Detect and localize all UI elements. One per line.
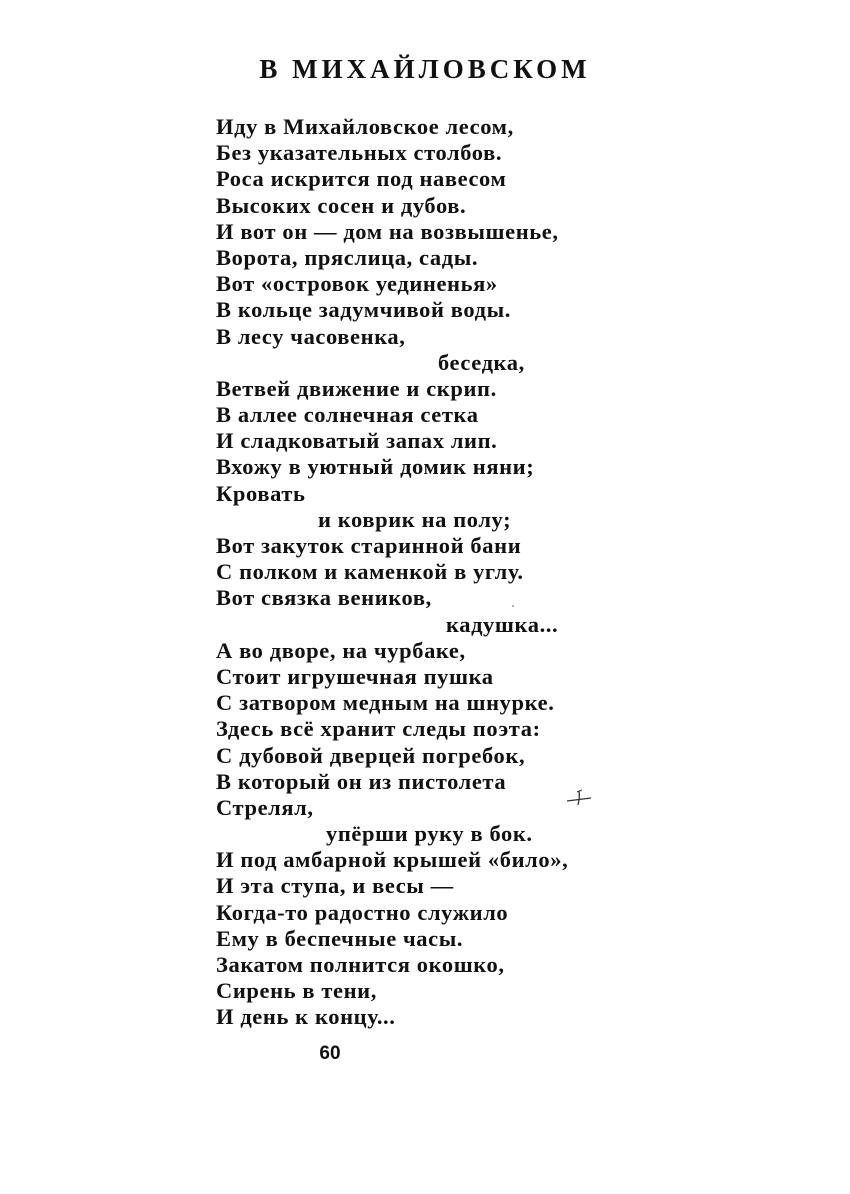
poem-line: Без указательных столбов. — [216, 140, 503, 166]
poem-line: А во дворе, на чурбаке, — [216, 637, 466, 663]
poem-line: Ветвей движение и скрип. — [216, 375, 497, 401]
poem-line: и коврик на полу; — [318, 506, 512, 532]
poem-line: И сладковатый запах лип. — [216, 428, 498, 454]
poem-line: Вот «островок уединенья» — [216, 271, 498, 297]
poem-line: И под амбарной крышей «било», — [216, 847, 569, 873]
poem-line: В аллее солнечная сетка — [216, 402, 479, 428]
poem-line: И эта ступа, и весы — — [216, 873, 454, 899]
poem-body — [216, 114, 676, 1031]
poem-line: И день к концу... — [216, 1004, 396, 1030]
poem-line: Когда-то радостно служило — [216, 899, 509, 925]
poem-line: С затвором медным на шнурке. — [216, 690, 555, 716]
poem-line: Вот закуток старинной бани — [216, 533, 522, 558]
pencil-mark-icon — [563, 786, 595, 808]
poem-line: Ему в беспечные часы. — [216, 925, 464, 951]
paper-speck — [512, 605, 514, 607]
poem-line: В кольце задумчивой воды. — [216, 297, 511, 323]
poem-line: Кровать — [216, 480, 306, 506]
poem-line: Высоких сосен и дубов. — [216, 192, 467, 218]
poem-line: И вот он — дом на возвышенье, — [216, 218, 559, 244]
poem-line: беседка, — [438, 349, 525, 375]
page-number: 60 — [319, 1043, 341, 1064]
poem-line: Ворота, пряслица, сады. — [216, 244, 479, 270]
poem-line: Вхожу в уютный домик няни; — [216, 454, 535, 480]
poem-title: В МИХАЙЛОВСКОМ — [259, 54, 591, 84]
poem-line: упёрши руку в бок. — [326, 821, 533, 847]
poem-line: Иду в Михайловское лесом, — [216, 114, 514, 139]
poem-line: Роса искрится под навесом — [216, 166, 507, 192]
poem-line: Вот связка веников, — [216, 585, 432, 611]
poem-line: Сирень в тени, — [216, 978, 377, 1004]
poem-line: Стоит игрушечная пушка — [216, 663, 494, 689]
poem-line: С полком и каменкой в углу. — [216, 559, 524, 585]
poem-line: В лесу часовенка, — [216, 323, 406, 349]
poem-line: Закатом полнится окошко, — [216, 952, 505, 977]
poem-line: Стрелял, — [216, 794, 314, 820]
poem-line: В который он из пистолета — [216, 768, 507, 794]
poem-line: кадушка... — [446, 611, 559, 637]
poem-line: Здесь всё хранит следы поэта: — [216, 716, 541, 742]
poem-line: С дубовой дверцей погребок, — [216, 742, 526, 768]
